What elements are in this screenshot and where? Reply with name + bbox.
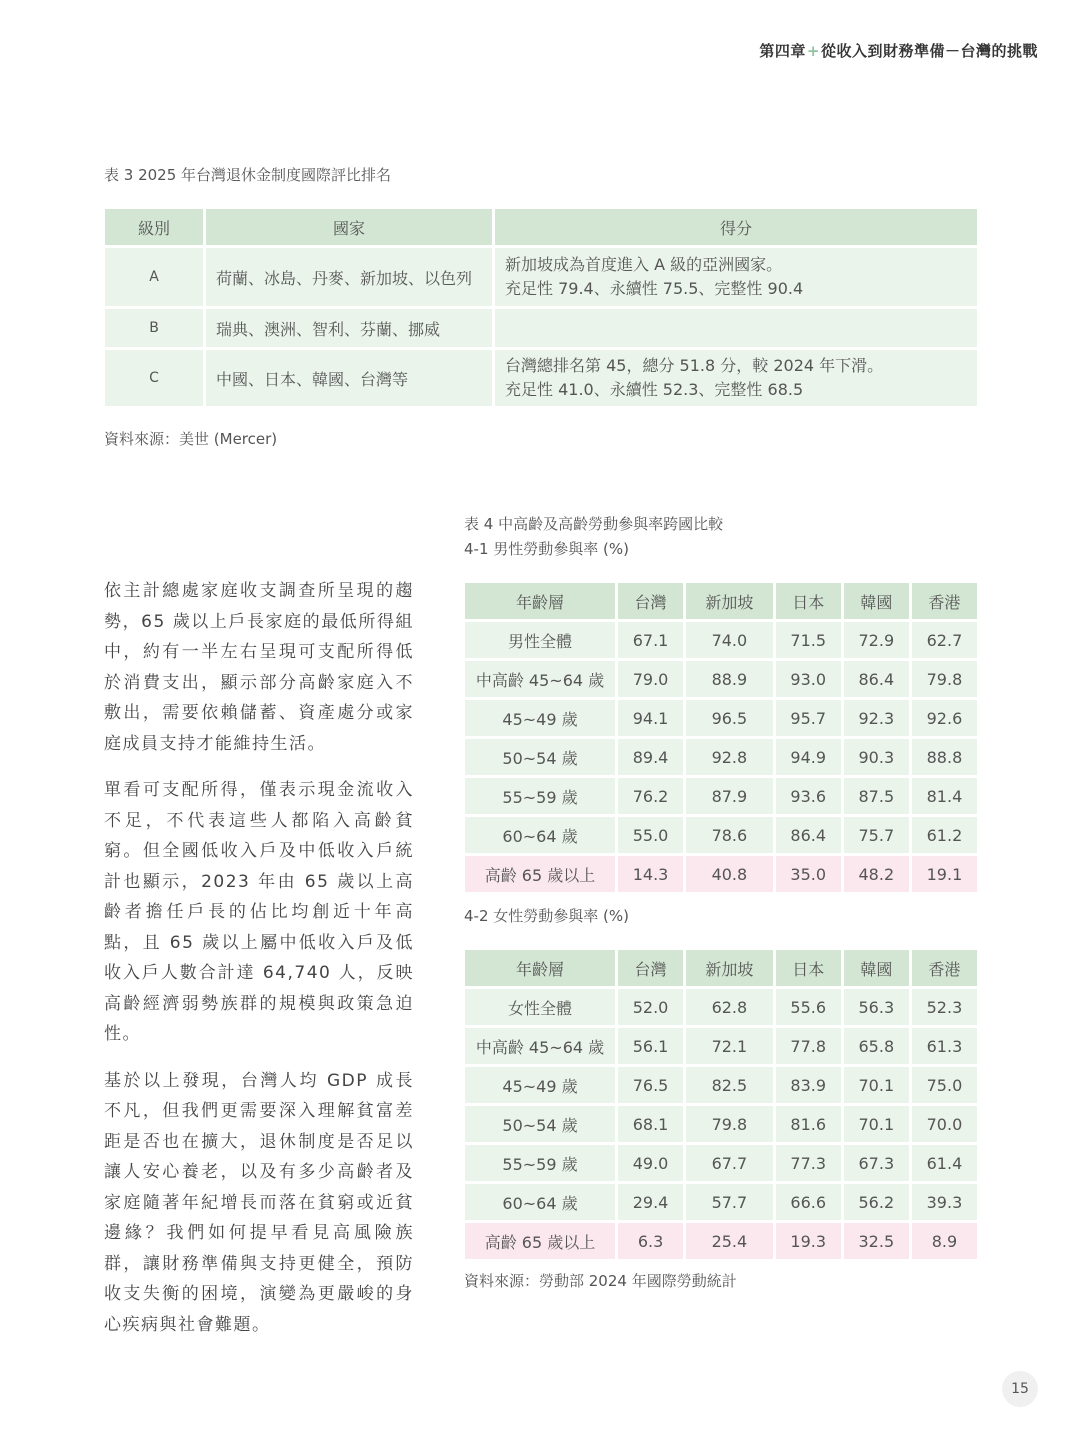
column-header: 香港 (912, 950, 977, 986)
column-header: 韓國 (844, 583, 909, 619)
score-line: 新加坡成為首度進入 A 級的亞洲國家。 (505, 255, 783, 274)
rate-cell: 61.3 (912, 1028, 977, 1064)
rate-cell: 39.3 (912, 1184, 977, 1220)
table-row (465, 778, 977, 814)
table-row (465, 1145, 977, 1181)
table-row (465, 1067, 977, 1103)
male-labor-table (462, 580, 980, 895)
rate-cell: 48.2 (844, 856, 909, 892)
age-group-cell: 55~59 歲 (465, 1145, 615, 1181)
header-grade: 級別 (105, 209, 203, 245)
rate-cell: 74.0 (686, 622, 773, 658)
rate-cell: 6.3 (618, 1223, 683, 1259)
table-row (465, 622, 977, 658)
rate-cell: 8.9 (912, 1223, 977, 1259)
table-row (465, 700, 977, 736)
rate-cell: 92.8 (686, 739, 773, 775)
column-header: 台灣 (618, 583, 683, 619)
rate-cell: 65.8 (844, 1028, 909, 1064)
table-row (465, 1106, 977, 1142)
rate-cell: 93.0 (776, 661, 841, 697)
pension-ranking-table (102, 206, 980, 409)
rate-cell: 86.4 (844, 661, 909, 697)
rate-cell: 57.7 (686, 1184, 773, 1220)
rate-cell: 56.1 (618, 1028, 683, 1064)
header-score: 得分 (495, 209, 977, 245)
rate-cell: 95.7 (776, 700, 841, 736)
rate-cell: 86.4 (776, 817, 841, 853)
chapter-label: 第四章 (759, 42, 806, 60)
score-line: 充足性 79.4、永續性 75.5、完整性 90.4 (505, 279, 804, 298)
age-group-cell: 高齡 65 歲以上 (465, 1223, 615, 1259)
rate-cell: 61.2 (912, 817, 977, 853)
table-row (105, 350, 977, 406)
rate-cell: 67.3 (844, 1145, 909, 1181)
age-group-cell: 男性全體 (465, 622, 615, 658)
age-group-cell: 中高齡 45~64 歲 (465, 661, 615, 697)
rate-cell: 62.8 (686, 989, 773, 1025)
table-row (465, 1028, 977, 1064)
rate-cell: 32.5 (844, 1223, 909, 1259)
chapter-title: 從收入到財務準備－台灣的挑戰 (820, 42, 1038, 60)
rate-cell: 94.9 (776, 739, 841, 775)
paragraph: 基於以上發現，台灣人均 GDP 成長不凡，但我們更需要深入理解貧富差距是否也在擴大，退休制度是否足以讓人安心養老，以及有多少高齡者及家庭隨著年紀增長而落在貧窮或近貧邊緣？我們如何提早看見高風險族群，讓財務準備與支持更健全，預防收支失衡的困境，演變為更嚴峻的身心疾病與社會難題。 (104, 1070, 414, 1335)
rate-cell: 62.7 (912, 622, 977, 658)
rate-cell: 72.9 (844, 622, 909, 658)
table4-1-subtitle: 4-1 男性勞動參與率 (%) (464, 540, 629, 558)
rate-cell: 89.4 (618, 739, 683, 775)
table3-source: 資料來源：美世 (Mercer) (104, 430, 278, 448)
rate-cell: 70.1 (844, 1067, 909, 1103)
rate-cell: 49.0 (618, 1145, 683, 1181)
rate-cell: 87.5 (844, 778, 909, 814)
table-header-row (465, 950, 977, 986)
body-text (104, 576, 414, 1356)
rate-cell: 96.5 (686, 700, 773, 736)
rate-cell: 88.8 (912, 739, 977, 775)
rate-cell: 70.0 (912, 1106, 977, 1142)
column-header: 新加坡 (686, 950, 773, 986)
paragraph: 單看可支配所得，僅表示現金流收入不足，不代表這些人都陷入高齡貧窮。但全國低收入戶及中低收入戶統計也顯示，2023 年由 65 歲以上高齡者擔任戶長的佔比均創近十年高點，且 65 歲以上屬中低收入戶及低收入戶人數合計達 64,740 人，反映高齡經濟弱勢族群的規模與政策急迫性。 (104, 780, 414, 1044)
rate-cell: 90.3 (844, 739, 909, 775)
table-header-row (105, 209, 977, 245)
score-line: 台灣總排名第 45，總分 51.8 分，較 2024 年下滑。 (505, 356, 884, 375)
rate-cell: 77.3 (776, 1145, 841, 1181)
rate-cell: 93.6 (776, 778, 841, 814)
rate-cell: 88.9 (686, 661, 773, 697)
grade-cell: A (105, 248, 203, 306)
column-header: 日本 (776, 583, 841, 619)
age-group-cell: 45~49 歲 (465, 700, 615, 736)
column-header: 香港 (912, 583, 977, 619)
table-row (465, 1223, 977, 1259)
rate-cell: 35.0 (776, 856, 841, 892)
score-cell (495, 248, 977, 306)
rate-cell: 94.1 (618, 700, 683, 736)
table4-source: 資料來源：勞動部 2024 年國際勞動統計 (464, 1272, 737, 1290)
age-group-cell: 45~49 歲 (465, 1067, 615, 1103)
table-row (465, 817, 977, 853)
column-header: 新加坡 (686, 583, 773, 619)
rate-cell: 68.1 (618, 1106, 683, 1142)
table4-2-subtitle: 4-2 女性勞動參與率 (%) (464, 907, 629, 925)
age-group-cell: 女性全體 (465, 989, 615, 1025)
rate-cell: 82.5 (686, 1067, 773, 1103)
grade-cell: C (105, 350, 203, 406)
country-cell: 中國、日本、韓國、台灣等 (206, 350, 492, 406)
rate-cell: 72.1 (686, 1028, 773, 1064)
rate-cell: 56.3 (844, 989, 909, 1025)
rate-cell: 40.8 (686, 856, 773, 892)
age-group-cell: 60~64 歲 (465, 1184, 615, 1220)
rate-cell: 19.1 (912, 856, 977, 892)
table-header-row (465, 583, 977, 619)
rate-cell: 81.6 (776, 1106, 841, 1142)
paragraph: 依主計總處家庭收支調查所呈現的趨勢，65 歲以上戶長家庭的最低所得組中，約有一半左右呈現可支配所得低於消費支出，顯示部分高齡家庭入不敷出，需要依賴儲蓄、資產處分或家庭成員支持才能維持生活。 (104, 581, 414, 754)
plus-icon: + (806, 42, 820, 60)
female-labor-table (462, 947, 980, 1262)
rate-cell: 76.2 (618, 778, 683, 814)
column-header: 韓國 (844, 950, 909, 986)
table-row (465, 856, 977, 892)
rate-cell: 75.0 (912, 1067, 977, 1103)
header-country: 國家 (206, 209, 492, 245)
grade-cell: B (105, 309, 203, 347)
rate-cell: 19.3 (776, 1223, 841, 1259)
rate-cell: 70.1 (844, 1106, 909, 1142)
rate-cell: 79.8 (912, 661, 977, 697)
rate-cell: 67.7 (686, 1145, 773, 1181)
rate-cell: 81.4 (912, 778, 977, 814)
rate-cell: 14.3 (618, 856, 683, 892)
rate-cell: 87.9 (686, 778, 773, 814)
table-row (465, 661, 977, 697)
column-header: 年齡層 (465, 583, 615, 619)
score-cell (495, 309, 977, 347)
table-row (465, 1184, 977, 1220)
rate-cell: 77.8 (776, 1028, 841, 1064)
table4-caption: 表 4 中高齡及高齡勞動參與率跨國比較 (464, 515, 724, 533)
table3-caption: 表 3 2025 年台灣退休金制度國際評比排名 (104, 166, 392, 184)
rate-cell: 25.4 (686, 1223, 773, 1259)
age-group-cell: 中高齡 45~64 歲 (465, 1028, 615, 1064)
chapter-header (759, 40, 1038, 61)
age-group-cell: 60~64 歲 (465, 817, 615, 853)
age-group-cell: 高齡 65 歲以上 (465, 856, 615, 892)
table-row (465, 989, 977, 1025)
rate-cell: 55.0 (618, 817, 683, 853)
rate-cell: 92.6 (912, 700, 977, 736)
column-header: 日本 (776, 950, 841, 986)
table-row (105, 309, 977, 347)
age-group-cell: 50~54 歲 (465, 739, 615, 775)
rate-cell: 71.5 (776, 622, 841, 658)
rate-cell: 55.6 (776, 989, 841, 1025)
country-cell: 荷蘭、冰島、丹麥、新加坡、以色列 (206, 248, 492, 306)
age-group-cell: 50~54 歲 (465, 1106, 615, 1142)
rate-cell: 75.7 (844, 817, 909, 853)
table-row (465, 739, 977, 775)
rate-cell: 83.9 (776, 1067, 841, 1103)
rate-cell: 61.4 (912, 1145, 977, 1181)
rate-cell: 78.6 (686, 817, 773, 853)
rate-cell: 79.8 (686, 1106, 773, 1142)
age-group-cell: 55~59 歲 (465, 778, 615, 814)
rate-cell: 52.3 (912, 989, 977, 1025)
rate-cell: 29.4 (618, 1184, 683, 1220)
table-row (105, 248, 977, 306)
country-cell: 瑞典、澳洲、智利、芬蘭、挪威 (206, 309, 492, 347)
rate-cell: 52.0 (618, 989, 683, 1025)
column-header: 台灣 (618, 950, 683, 986)
rate-cell: 92.3 (844, 700, 909, 736)
page-number: 15 (1002, 1371, 1038, 1407)
column-header: 年齡層 (465, 950, 615, 986)
rate-cell: 76.5 (618, 1067, 683, 1103)
rate-cell: 56.2 (844, 1184, 909, 1220)
score-line: 充足性 41.0、永續性 52.3、完整性 68.5 (505, 380, 804, 399)
score-cell (495, 350, 977, 406)
rate-cell: 67.1 (618, 622, 683, 658)
rate-cell: 66.6 (776, 1184, 841, 1220)
rate-cell: 79.0 (618, 661, 683, 697)
